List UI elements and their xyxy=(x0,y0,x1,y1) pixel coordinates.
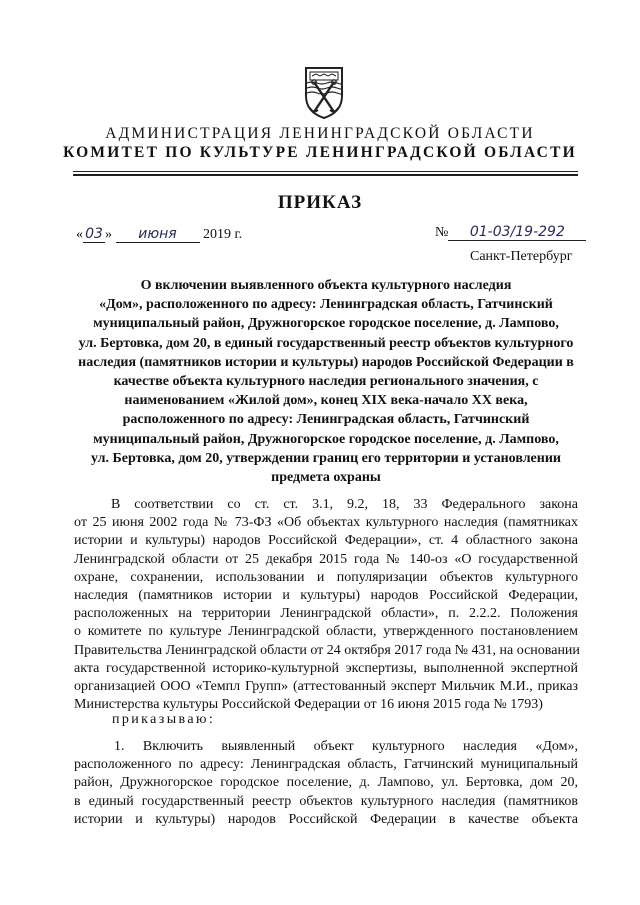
date-open-quote: « xyxy=(76,227,83,242)
subject-line: наименованием «Жилой дом», конец XIX века-начало XX века, xyxy=(124,393,528,409)
document-subject xyxy=(74,276,578,487)
preamble-line: В соответствии со ст. ст. 3.1, 9.2, 18, 33 Федерального закона xyxy=(111,497,578,512)
date-year: 2019 г. xyxy=(203,227,243,242)
preamble-line: охране, сохранении, использовании и популяризации объектов культурного xyxy=(74,569,578,585)
committee-name: КОМИТЕТ ПО КУЛЬТУРЕ ЛЕНИНГРАДСКОЙ ОБЛАСТИ xyxy=(63,144,577,161)
preamble-line: акта государственной историко-культурной экспертизы, выполненной экспертной xyxy=(74,660,578,676)
subject-line: «Дом», расположенного по адресу: Ленинградская область, Гатчинский xyxy=(99,297,553,313)
header-divider-thick xyxy=(73,174,578,176)
subject-line: наследия (памятников истории и культуры) народов Российской Федерации в xyxy=(78,354,574,370)
header-divider-thin xyxy=(73,171,578,172)
item-line: истории и культуры) народов Российской Федерации в качестве объекта xyxy=(74,811,578,827)
subject-line: муниципальный район, Дружногорское городское поселение, д. Лампово, xyxy=(93,316,559,332)
order-word: приказываю: xyxy=(112,712,216,727)
subject-line: ул. Бертовка, дом 20, утверждении границ его территории и установлении xyxy=(91,450,561,466)
administration-name: АДМИНИСТРАЦИЯ ЛЕНИНГРАДСКОЙ ОБЛАСТИ xyxy=(105,125,535,142)
document-city: Санкт-Петербург xyxy=(470,249,573,264)
subject-line: О включении выявленного объекта культурного наследия xyxy=(140,278,512,293)
preamble-line: расположенных на территории Ленинградской области», п. 2.2.2. Положения xyxy=(74,606,578,622)
item-line: район, Дружногорское городское поселение, д. Лампово, ул. Бертовка, дом 20, xyxy=(74,775,578,791)
date-day: 03 xyxy=(83,227,105,243)
number-value: 01-03/19-292 xyxy=(448,225,586,241)
subject-line: качестве объекта культурного наследия регионального значения, с xyxy=(113,374,539,390)
item-line: расположенного по адресу: Ленинградская область, Гатчинский муниципальный xyxy=(74,757,578,773)
preamble-line: Министерства культуры Российской Федерации от 16 июня 2015 года № 1793) xyxy=(74,697,543,713)
leningrad-oblast-coat-of-arms-icon xyxy=(302,66,346,120)
preamble-line: наследия (памятников истории и культуры) народов Российской Федерации, xyxy=(74,588,578,604)
preamble-line: организацией ООО «Темпл Групп» (аттестованный эксперт Мильчик М.И., приказ xyxy=(74,679,578,695)
date-close-quote: » xyxy=(105,227,112,242)
order-item-1 xyxy=(74,738,578,829)
preamble-line: о комитете по культуре Ленинградской области, утвержденного постановлением xyxy=(74,624,578,640)
document-date xyxy=(76,227,242,243)
subject-line: ул. Бертовка, дом 20, в единый государственный реестр объектов культурного xyxy=(78,335,574,351)
item-line: 1. Включить выявленный объект культурного наследия «Дом», xyxy=(114,739,578,754)
preamble-line: истории и культуры) народов Российской Федерации», ст. 4 областного закона xyxy=(74,533,578,549)
preamble-line: Правительства Ленинградской области от 24 октября 2017 года № 431, на основании xyxy=(74,642,580,658)
document-number xyxy=(435,225,586,241)
item-line: в единый государственный реестр объектов культурного наследия (памятников xyxy=(74,793,578,809)
preamble-line: от 25 июня 2002 года № 73-ФЗ «Об объектах культурного наследия (памятниках xyxy=(74,515,578,531)
document-title: ПРИКАЗ xyxy=(277,192,363,213)
subject-line: предмета охраны xyxy=(271,470,381,486)
subject-line: муниципальный район, Дружногорское городское поселение, д. Лампово, xyxy=(93,431,559,447)
preamble-paragraph xyxy=(74,496,578,714)
subject-line: расположенного по адресу: Ленинградская область, Гатчинский xyxy=(122,412,530,428)
number-sign: № xyxy=(435,225,449,240)
date-month: июня xyxy=(116,227,200,243)
preamble-line: Ленинградской области от 25 декабря 2015 года № 140-оз «О государственной xyxy=(74,551,578,567)
